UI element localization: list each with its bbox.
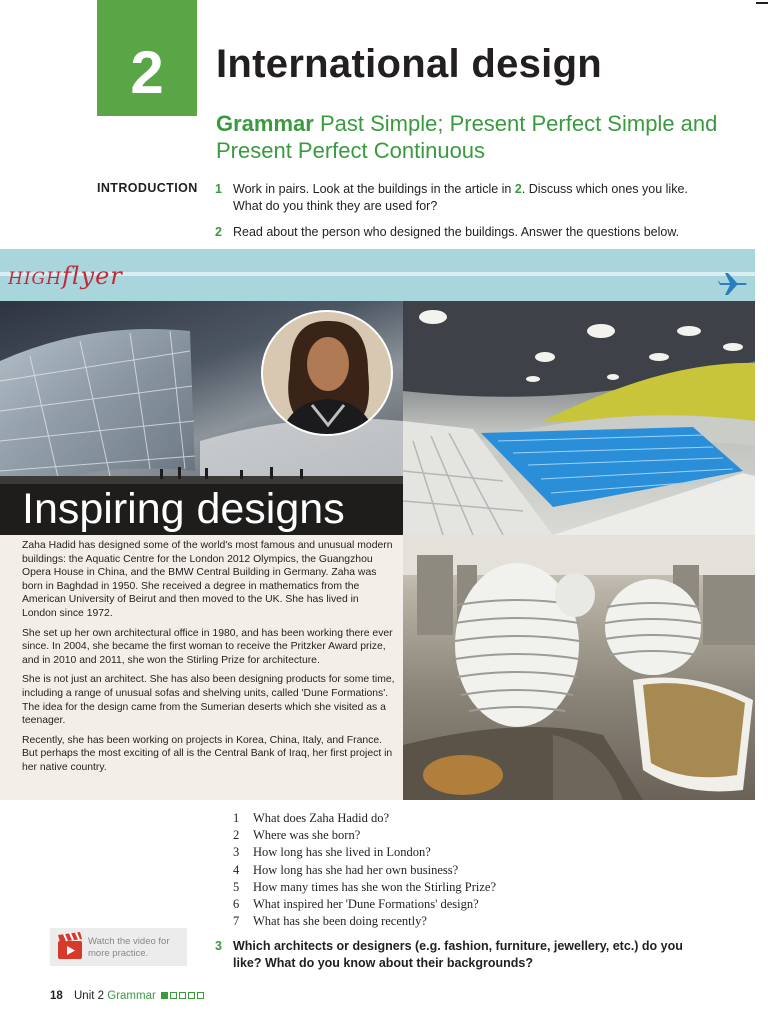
grammar-heading: [216, 110, 736, 164]
aquatic-centre-photo: [403, 301, 755, 535]
exercise-text-part: . Discuss which ones you like. What do you think they are used for?: [233, 182, 688, 213]
article-title: Inspiring designs: [0, 484, 403, 535]
question-number: 5: [233, 879, 240, 894]
question-number: 3: [233, 845, 240, 860]
galaxy-soho-photo: [403, 535, 755, 800]
page-corner-rule: [756, 2, 768, 4]
question-text: What does Zaha Hadid do?: [253, 811, 390, 825]
question-text: What has she been doing recently?: [253, 914, 427, 929]
question-text: Where was she born?: [253, 828, 361, 843]
article-paragraph: She is not just an architect. She has also been designing products for some time, including a range of unusual sofas and shelving units, called 'Dune Formations'. The idea for the design came from the Sumerian deserts which she visited as a teenager.: [22, 674, 395, 727]
question-text: How long has she lived in London?: [253, 845, 431, 860]
footer-section: Grammar: [107, 990, 156, 1002]
clapperboard-icon[interactable]: [56, 931, 84, 961]
logo-prefix: HIGH: [8, 269, 62, 289]
question-item: [233, 879, 633, 896]
exercise-text: Which architects or designers (e.g. fashion, furniture, jewellery, etc.) do you like? What do you know about their backgrounds?: [233, 939, 683, 970]
article-paragraph: She set up her own architectural office in 1980, and has been working there ever since. In 2004, she became the first woman to receive the Pritzker Award prize, and in 2010 and 2011, she won the Stirling Prize for architecture.: [22, 627, 393, 666]
exercise-reference: 2: [514, 182, 522, 196]
progress-square: [161, 992, 168, 999]
exercise-1: [215, 181, 695, 217]
video-practice-text[interactable]: Watch the video for more practice.: [88, 936, 170, 959]
question-item: [233, 810, 633, 827]
airplane-icon: [718, 270, 750, 298]
zaha-hadid-portrait: [260, 309, 394, 437]
question-number: 1: [233, 811, 240, 825]
footer-unit: Unit 2: [74, 990, 105, 1002]
progress-square: [197, 992, 204, 999]
section-progress-indicator: [159, 990, 204, 1002]
question-item: [233, 827, 633, 844]
question-number: 6: [233, 897, 240, 912]
progress-square: [188, 992, 195, 999]
progress-square: [170, 992, 177, 999]
article-paragraph: Zaha Hadid has designed some of the world's most famous and unusual modern buildings: the Aquatic Centre for the London 2012 Olympics, the Guangzhou Opera House in China, and the BMW Central Building in Germany. Zaha was born in Baghdad in 1950. She received a degree in mathematics from the American University of Beirut and then moved to the UK. She has lived in London since 1972.: [22, 540, 393, 619]
unit-number: 2: [130, 39, 164, 106]
logo-script: flyer: [61, 262, 123, 290]
highflyer-logo: [8, 262, 123, 290]
question-item: [233, 862, 633, 879]
grammar-label: Grammar: [216, 111, 314, 136]
introduction-label: INTRODUCTION: [97, 181, 198, 195]
article-body: [22, 539, 396, 781]
grammar-topic: Past Simple; Present Perfect Simple and Present Perfect Continuous: [216, 111, 718, 163]
exercise-2: [215, 224, 705, 242]
question-text: What inspired her 'Dune Formations' design?: [253, 897, 479, 912]
question-number: 4: [233, 862, 240, 877]
question-number: 2: [233, 828, 240, 843]
page-footer: [50, 990, 204, 1002]
question-list: [233, 810, 633, 930]
article-paragraph: Recently, she has been working on projects in Korea, China, Italy, and France. But perhaps the most exciting of all is the Central Bank of Iraq, her first project in her native country.: [22, 734, 393, 773]
question-number: 7: [233, 914, 240, 929]
exercise-text: [233, 181, 695, 215]
question-item: [233, 913, 633, 930]
question-item: [233, 896, 633, 913]
unit-title: International design: [216, 42, 603, 86]
question-item: [233, 844, 633, 861]
exercise-3: [215, 938, 695, 974]
exercise-text-part: Work in pairs. Look at the buildings in the article in: [233, 182, 515, 196]
exercise-number: 2: [215, 225, 222, 239]
exercise-number: 1: [215, 182, 222, 196]
question-text: How many times has she won the Stirling Prize?: [253, 879, 497, 894]
question-text: How long has she had her own business?: [253, 862, 459, 877]
exercise-text: Read about the person who designed the buildings. Answer the questions below.: [233, 225, 680, 239]
progress-square: [179, 992, 186, 999]
page-number: 18: [50, 990, 63, 1002]
exercise-number: 3: [215, 939, 222, 953]
